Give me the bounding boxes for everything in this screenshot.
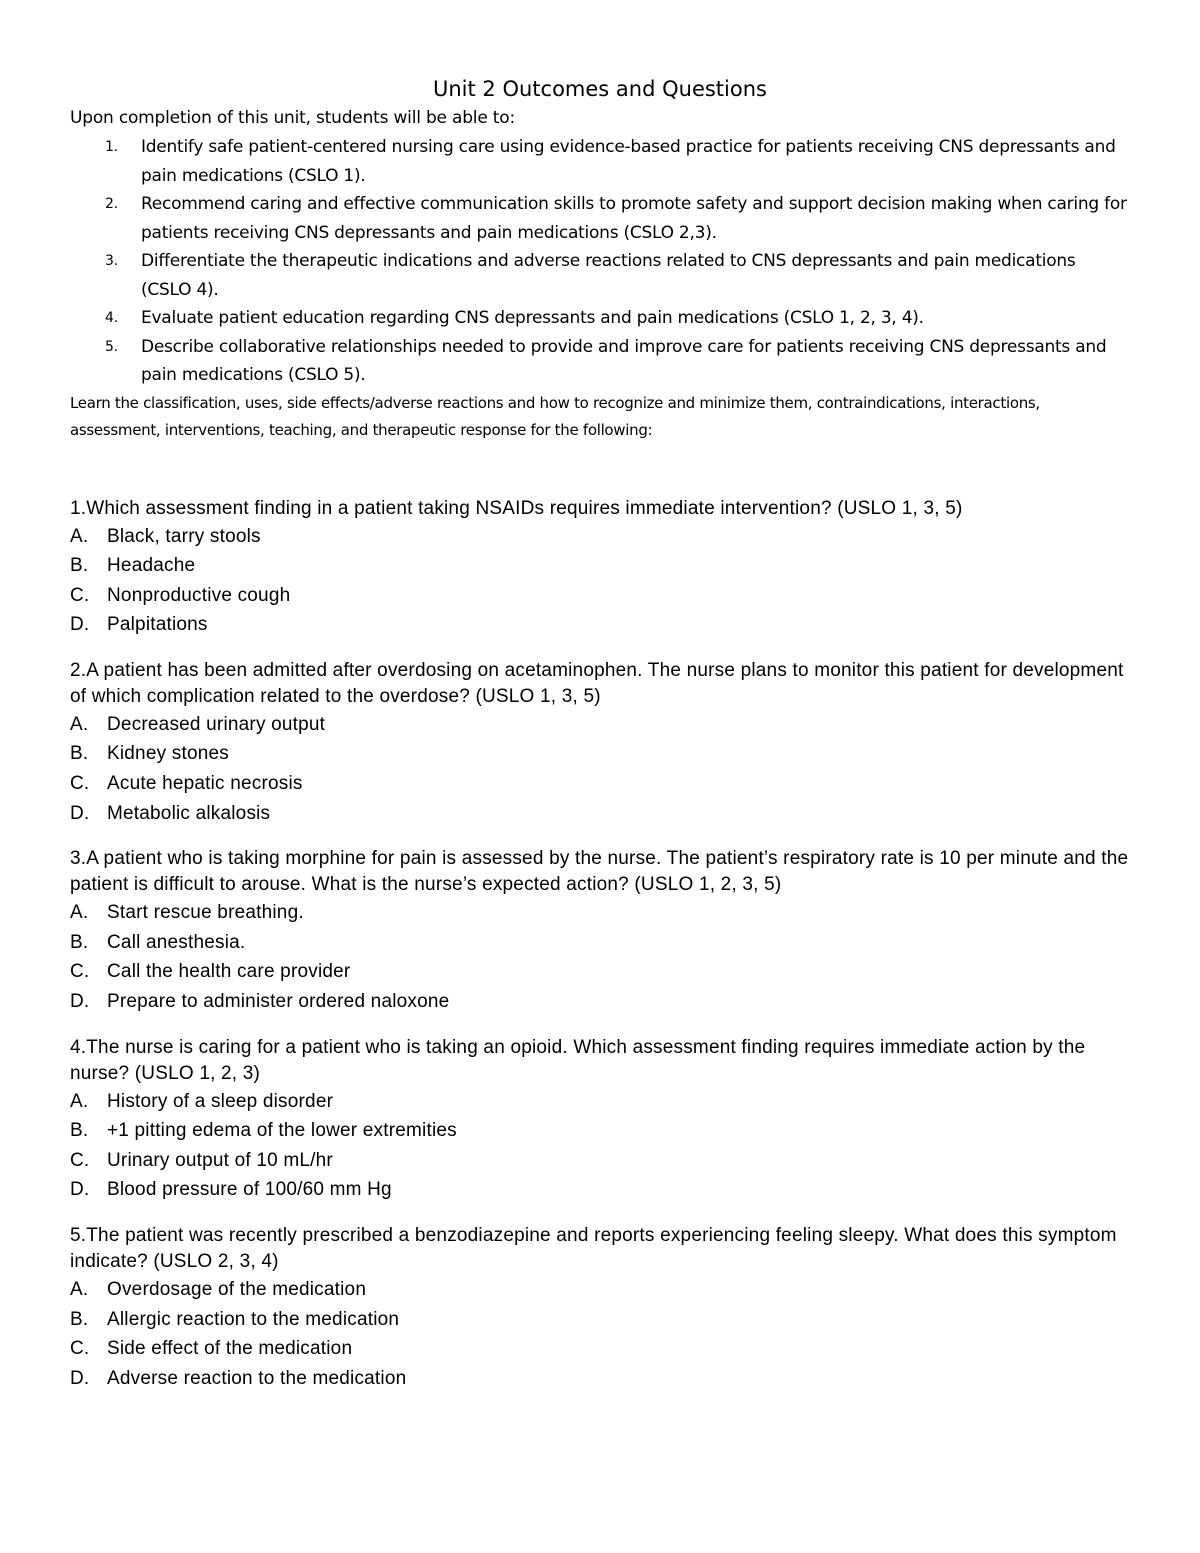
choice-text: Side effect of the medication: [107, 1338, 353, 1360]
choice-text: Call the health care provider: [107, 961, 351, 983]
question-4: [70, 1035, 1130, 1205]
answer-choice: [70, 710, 1130, 740]
choice-text: +1 pitting edema of the lower extremities: [107, 1120, 457, 1142]
choice-letter: D.: [70, 1367, 90, 1389]
learn-instructions: Learn the classification, uses, side effects/adverse reactions and how to recognize and minimize them, contraindications, interactions, assessment, interventions, teaching, and therapeutic response for the following:: [70, 393, 1040, 439]
choice-letter: B.: [70, 743, 89, 765]
answer-choice: [70, 1175, 1130, 1205]
page-title: Unit 2 Outcomes and Questions: [433, 77, 767, 101]
question-2: [70, 658, 1130, 828]
choice-text: Headache: [107, 555, 196, 577]
choice-letter: A.: [70, 713, 89, 735]
choice-letter: A.: [70, 525, 89, 547]
answer-choice: [70, 1305, 1130, 1335]
outcome-text: Describe collaborative relationships needed to provide and improve care for patients receiving CNS depressants and pain medications (CSLO 5).: [141, 336, 1107, 385]
answer-choice: [70, 1275, 1130, 1305]
choice-text: Palpitations: [107, 614, 208, 636]
choice-letter: A.: [70, 902, 89, 924]
choice-text: Urinary output of 10 mL/hr: [107, 1149, 333, 1171]
choice-text: Kidney stones: [107, 743, 229, 765]
choice-text: Metabolic alkalosis: [107, 802, 271, 824]
outcome-item: [70, 190, 1130, 247]
choice-letter: C.: [70, 961, 90, 983]
choice-letter: B.: [70, 555, 89, 577]
choice-text: Prepare to administer ordered naloxone: [107, 991, 450, 1013]
outcome-number: 1.: [105, 139, 118, 155]
answer-choices: [70, 1087, 1130, 1205]
outcome-text: Differentiate the therapeutic indications and adverse reactions related to CNS depressants and pain medications (CSLO 4).: [141, 251, 1076, 300]
answer-choices: [70, 522, 1130, 640]
answer-choices: [70, 710, 1130, 828]
outcome-number: 3.: [105, 253, 118, 269]
choice-text: Allergic reaction to the medication: [107, 1308, 400, 1330]
choice-letter: C.: [70, 584, 90, 606]
choice-text: Decreased urinary output: [107, 713, 326, 735]
answer-choice: [70, 1116, 1130, 1146]
choice-text: Blood pressure of 100/60 mm Hg: [107, 1179, 392, 1201]
choice-letter: D.: [70, 991, 90, 1013]
choice-letter: C.: [70, 773, 90, 795]
choice-letter: D.: [70, 1179, 90, 1201]
outcome-number: 5.: [105, 338, 118, 355]
choice-text: Start rescue breathing.: [107, 902, 304, 924]
choice-text: Adverse reaction to the medication: [107, 1367, 407, 1389]
question-stem: 4.The nurse is caring for a patient who is taking an opioid. Which assessment finding requires immediate action by the nurse? (USLO 1, 2, 3): [70, 1036, 1086, 1084]
outcome-text: Evaluate patient education regarding CNS depressants and pain medications (CSLO 1, 2, 3, 4).: [141, 308, 924, 328]
choice-letter: D.: [70, 802, 90, 824]
answer-choice: [70, 1364, 1130, 1394]
outcome-number: 4.: [105, 310, 118, 326]
choice-text: Overdosage of the medication: [107, 1279, 367, 1300]
answer-choice: [70, 551, 1130, 581]
answer-choices: [70, 1275, 1130, 1393]
answer-choice: [70, 610, 1130, 640]
choice-letter: C.: [70, 1149, 90, 1171]
choice-text: Acute hepatic necrosis: [107, 773, 303, 795]
question-1: [70, 496, 1130, 640]
answer-choice: [70, 581, 1130, 611]
answer-choice: [70, 987, 1130, 1017]
question-5: [70, 1223, 1130, 1393]
answer-choice: [70, 1087, 1130, 1117]
choice-text: Nonproductive cough: [107, 584, 291, 606]
answer-choice: [70, 1146, 1130, 1176]
choice-letter: B.: [70, 931, 89, 953]
answer-choice: [70, 898, 1130, 928]
intro-text: Upon completion of this unit, students will be able to:: [70, 108, 515, 128]
outcome-item: [70, 247, 1130, 304]
choice-letter: A.: [70, 1279, 89, 1300]
question-stem: 3.A patient who is taking morphine for pain is assessed by the nurse. The patient’s respiratory rate is 10 per minute and the patient is difficult to arouse. What is the nurse’s expected action? (USLO 1, 2, 3, 5): [70, 848, 1129, 896]
answer-choice: [70, 1334, 1130, 1364]
choice-letter: B.: [70, 1308, 89, 1330]
answer-choice: [70, 769, 1130, 799]
choice-letter: A.: [70, 1090, 89, 1112]
answer-choice: [70, 957, 1130, 987]
choice-letter: B.: [70, 1120, 89, 1142]
outcome-item: [70, 304, 1130, 333]
choice-letter: D.: [70, 614, 90, 636]
outcome-item: [70, 133, 1130, 190]
outcome-item: [70, 333, 1130, 390]
question-stem: 5.The patient was recently prescribed a benzodiazepine and reports experiencing feeling sleepy. What does this symptom indicate? (USLO 2, 3, 4): [70, 1225, 1117, 1272]
choice-text: Black, tarry stools: [107, 525, 261, 547]
answer-choice: [70, 928, 1130, 958]
question-stem: 2.A patient has been admitted after overdosing on acetaminophen. The nurse plans to monitor this patient for development of which complication related to the overdose? (USLO 1, 3, 5): [70, 659, 1124, 707]
answer-choice: [70, 739, 1130, 769]
answer-choices: [70, 898, 1130, 1016]
question-3: [70, 846, 1130, 1016]
choice-text: History of a sleep disorder: [107, 1090, 334, 1112]
outcome-number: 2.: [105, 196, 118, 212]
outcome-text: Recommend caring and effective communication skills to promote safety and support decision making when caring for patients receiving CNS depressants and pain medications (CSLO 2,3).: [141, 194, 1127, 243]
question-stem: 1.Which assessment finding in a patient taking NSAIDs requires immediate intervention? (USLO 1, 3, 5): [70, 497, 963, 519]
choice-text: Call anesthesia.: [107, 931, 246, 953]
answer-choice: [70, 522, 1130, 552]
outcomes-list: [70, 133, 1130, 390]
answer-choice: [70, 799, 1130, 829]
choice-letter: C.: [70, 1338, 90, 1360]
outcome-text: Identify safe patient-centered nursing care using evidence-based practice for patients receiving CNS depressants and pain medications (CSLO 1).: [141, 137, 1116, 186]
